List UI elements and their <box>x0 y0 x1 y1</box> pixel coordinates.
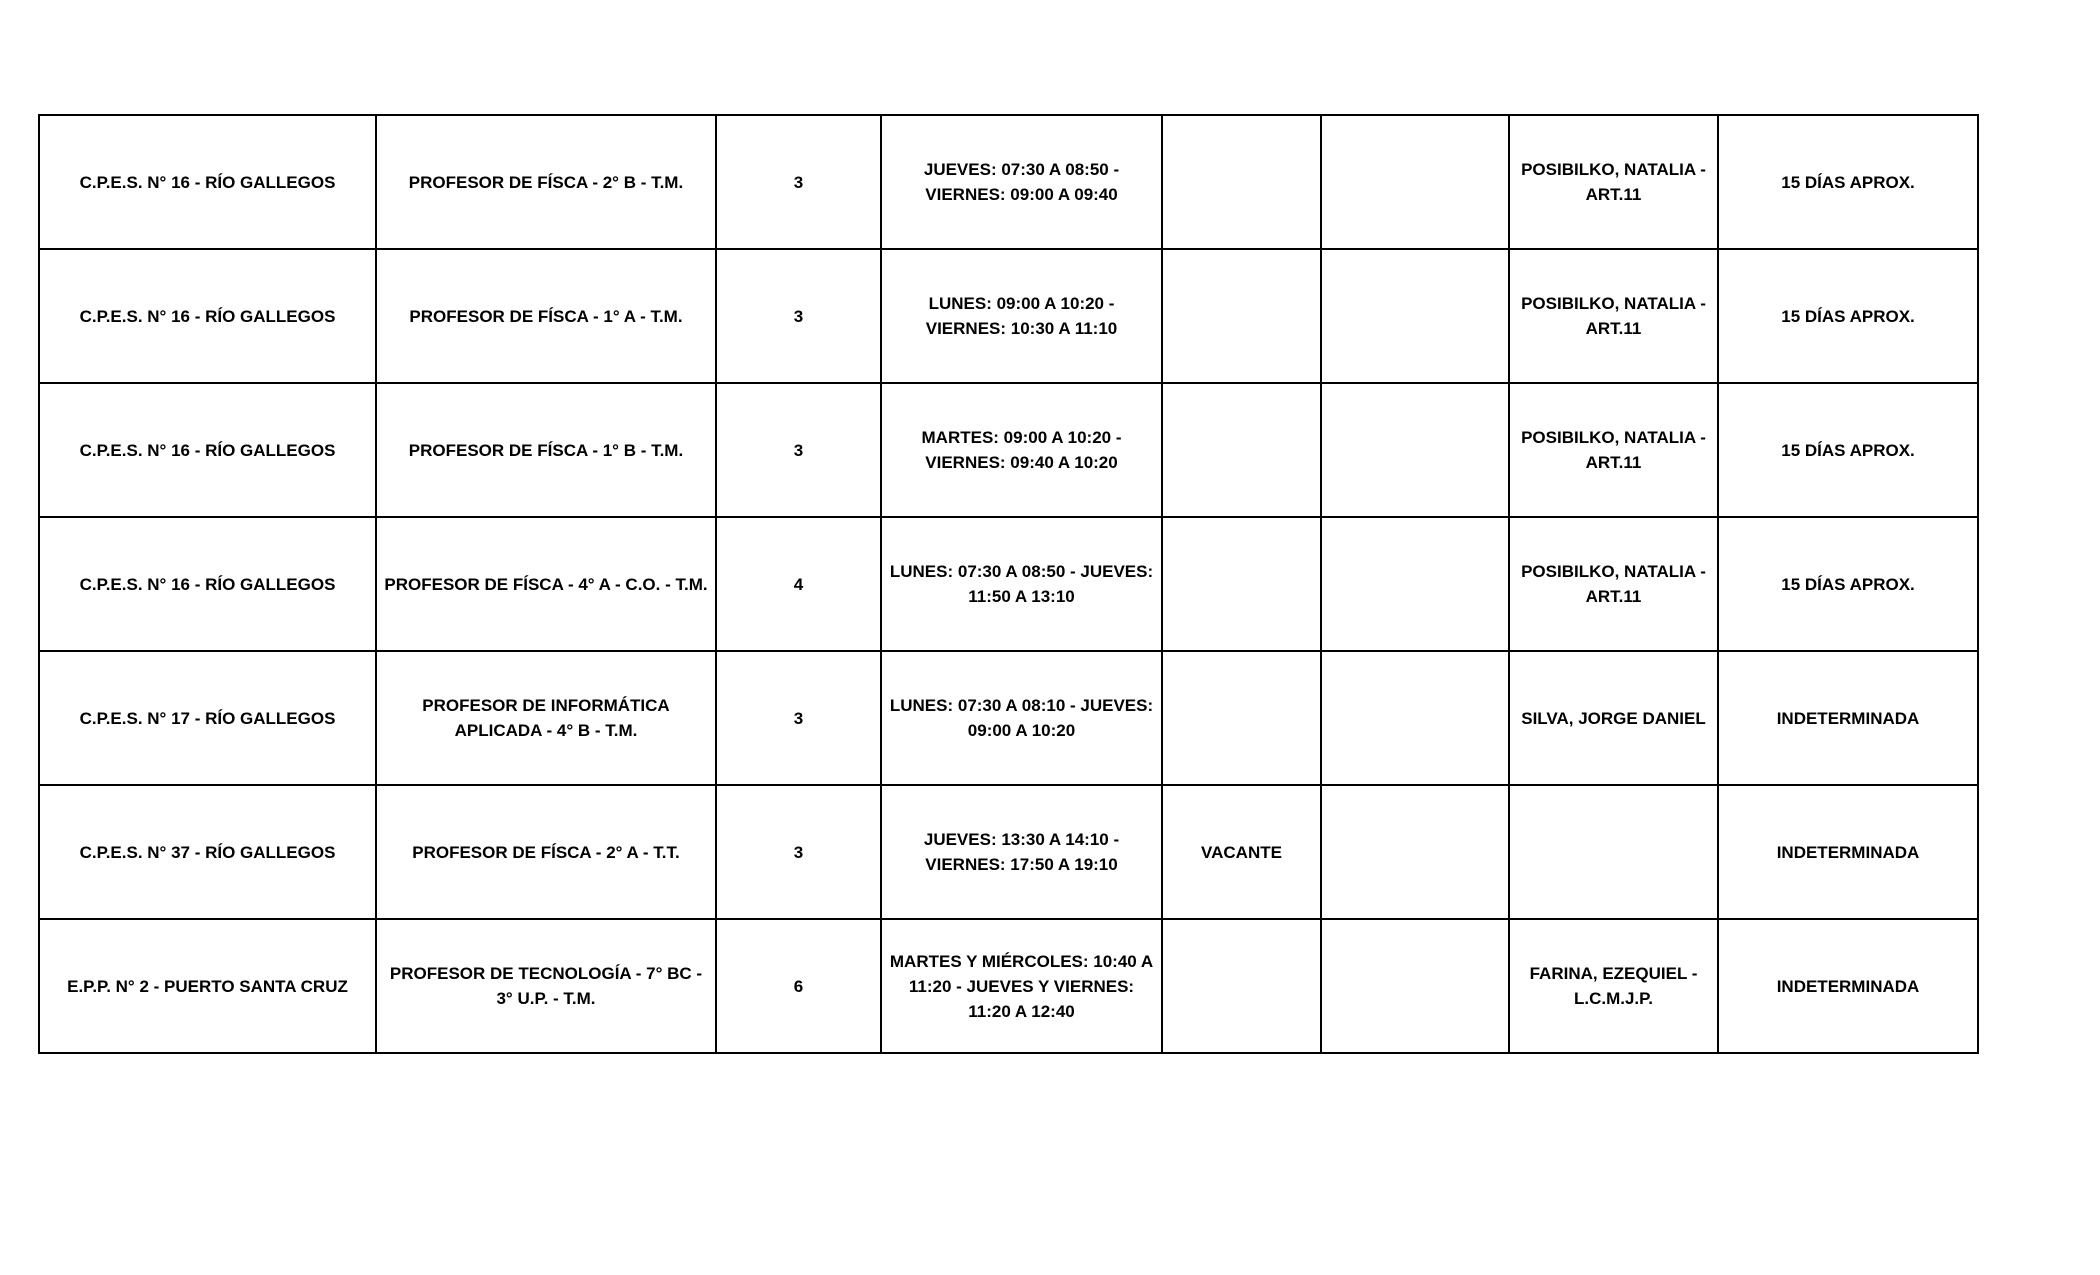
blank-cell <box>1321 383 1509 517</box>
school-cell: C.P.E.S. N° 17 - RÍO GALLEGOS <box>39 651 376 785</box>
table-body <box>39 115 1978 1053</box>
table-row <box>39 517 1978 651</box>
blank-cell <box>1321 115 1509 249</box>
school-cell: C.P.E.S. N° 37 - RÍO GALLEGOS <box>39 785 376 919</box>
table-row <box>39 383 1978 517</box>
schedule-cell: MARTES Y MIÉRCOLES: 10:40 A 11:20 - JUEVES Y VIERNES: 11:20 A 12:40 <box>881 919 1162 1053</box>
duration-cell: 15 DÍAS APROX. <box>1718 383 1978 517</box>
hours-cell: 6 <box>716 919 881 1053</box>
school-cell: C.P.E.S. N° 16 - RÍO GALLEGOS <box>39 115 376 249</box>
hours-cell: 4 <box>716 517 881 651</box>
duration-cell: 15 DÍAS APROX. <box>1718 115 1978 249</box>
duration-cell: 15 DÍAS APROX. <box>1718 517 1978 651</box>
status-cell <box>1162 115 1321 249</box>
blank-cell <box>1321 651 1509 785</box>
hours-cell: 3 <box>716 785 881 919</box>
table-row <box>39 651 1978 785</box>
holder-cell: FARINA, EZEQUIEL - L.C.M.J.P. <box>1509 919 1718 1053</box>
schedule-cell: JUEVES: 07:30 A 08:50 - VIERNES: 09:00 A 09:40 <box>881 115 1162 249</box>
position-cell: PROFESOR DE FÍSCA - 2° B - T.M. <box>376 115 716 249</box>
duration-cell: 15 DÍAS APROX. <box>1718 249 1978 383</box>
table-row <box>39 919 1978 1053</box>
table-row <box>39 115 1978 249</box>
hours-cell: 3 <box>716 115 881 249</box>
status-cell <box>1162 517 1321 651</box>
school-cell: E.P.P. N° 2 - PUERTO SANTA CRUZ <box>39 919 376 1053</box>
schedule-cell: MARTES: 09:00 A 10:20 - VIERNES: 09:40 A 10:20 <box>881 383 1162 517</box>
schedule-cell: LUNES: 07:30 A 08:50 - JUEVES: 11:50 A 13:10 <box>881 517 1162 651</box>
holder-cell: POSIBILKO, NATALIA - ART.11 <box>1509 115 1718 249</box>
school-cell: C.P.E.S. N° 16 - RÍO GALLEGOS <box>39 383 376 517</box>
schedule-cell: LUNES: 09:00 A 10:20 - VIERNES: 10:30 A 11:10 <box>881 249 1162 383</box>
status-cell <box>1162 249 1321 383</box>
holder-cell: SILVA, JORGE DANIEL <box>1509 651 1718 785</box>
blank-cell <box>1321 919 1509 1053</box>
school-cell: C.P.E.S. N° 16 - RÍO GALLEGOS <box>39 517 376 651</box>
position-cell: PROFESOR DE INFORMÁTICA APLICADA - 4° B - T.M. <box>376 651 716 785</box>
duration-cell: INDETERMINADA <box>1718 651 1978 785</box>
hours-cell: 3 <box>716 383 881 517</box>
vacancies-table <box>38 114 1979 1054</box>
blank-cell <box>1321 785 1509 919</box>
position-cell: PROFESOR DE FÍSCA - 1° A - T.M. <box>376 249 716 383</box>
schedule-cell: JUEVES: 13:30 A 14:10 - VIERNES: 17:50 A 19:10 <box>881 785 1162 919</box>
schedule-cell: LUNES: 07:30 A 08:10 - JUEVES: 09:00 A 10:20 <box>881 651 1162 785</box>
position-cell: PROFESOR DE TECNOLOGÍA - 7° BC - 3° U.P. - T.M. <box>376 919 716 1053</box>
position-cell: PROFESOR DE FÍSCA - 1° B - T.M. <box>376 383 716 517</box>
position-cell: PROFESOR DE FÍSCA - 4° A - C.O. - T.M. <box>376 517 716 651</box>
hours-cell: 3 <box>716 249 881 383</box>
status-cell <box>1162 919 1321 1053</box>
status-cell <box>1162 383 1321 517</box>
school-cell: C.P.E.S. N° 16 - RÍO GALLEGOS <box>39 249 376 383</box>
holder-cell <box>1509 785 1718 919</box>
table-row <box>39 785 1978 919</box>
status-cell: VACANTE <box>1162 785 1321 919</box>
position-cell: PROFESOR DE FÍSCA - 2° A - T.T. <box>376 785 716 919</box>
holder-cell: POSIBILKO, NATALIA - ART.11 <box>1509 249 1718 383</box>
holder-cell: POSIBILKO, NATALIA - ART.11 <box>1509 517 1718 651</box>
blank-cell <box>1321 517 1509 651</box>
blank-cell <box>1321 249 1509 383</box>
status-cell <box>1162 651 1321 785</box>
table-row <box>39 249 1978 383</box>
holder-cell: POSIBILKO, NATALIA - ART.11 <box>1509 383 1718 517</box>
duration-cell: INDETERMINADA <box>1718 919 1978 1053</box>
spreadsheet-page <box>38 114 1979 1054</box>
duration-cell: INDETERMINADA <box>1718 785 1978 919</box>
hours-cell: 3 <box>716 651 881 785</box>
